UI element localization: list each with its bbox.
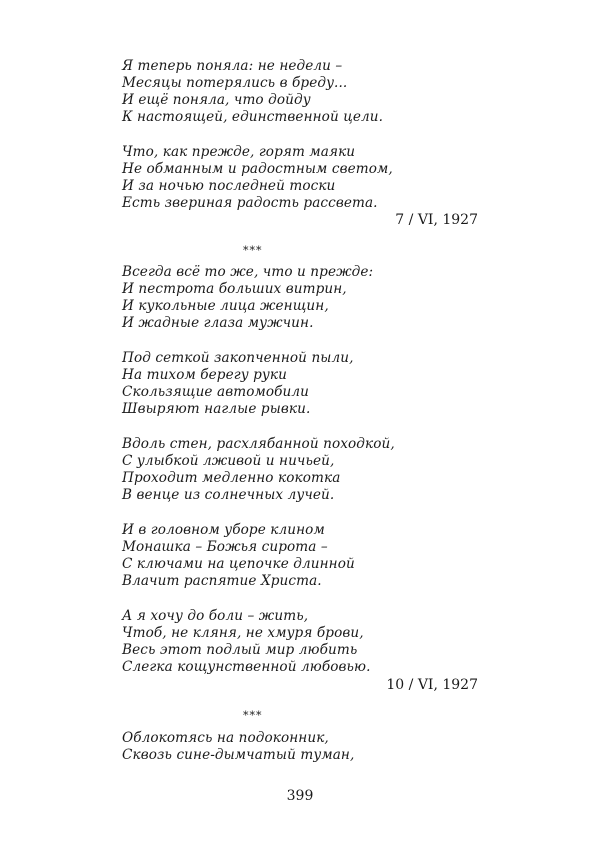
poem-line: Вдоль стен, расхлябанной походкой, (122, 436, 395, 452)
poem-line: С ключами на цепочке длинной (122, 556, 355, 572)
poem-line: Облокотясь на подоконник, (122, 730, 329, 746)
poem-line: Скользящие автомобили (122, 384, 310, 400)
poem-line: Весь этот подлый мир любить (122, 642, 358, 658)
poem-line: А я хочу до боли – жить, (122, 608, 309, 624)
poem-line: С улыбкой лживой и ничьей, (122, 453, 335, 469)
poem-date: 7 / VI, 1927 (395, 212, 478, 228)
poem-line: Швыряют наглые рывки. (122, 401, 311, 417)
poem-line: Влачит распятие Христа. (122, 573, 322, 589)
poem-line: И жадные глаза мужчин. (122, 315, 314, 331)
page-number: 399 (286, 788, 314, 804)
poem-line: И в головном уборе клином (122, 522, 325, 538)
poem-line: На тихом берегу руки (122, 367, 287, 383)
poem-line: Чтоб, не кляня, не хмуря брови, (122, 625, 364, 641)
section-separator: *** (243, 709, 263, 722)
poem-line: Месяцы потерялись в бреду... (122, 75, 348, 91)
poem-line: Всегда всё то же, что и прежде: (122, 264, 374, 280)
poem-line: Что, как прежде, горят маяки (122, 144, 356, 160)
poem-line: Слегка кощунственной любовью. (122, 659, 371, 675)
poem-line: Под сеткой закопченной пыли, (122, 350, 354, 366)
poem-line: И за ночью последней тоски (122, 178, 336, 194)
poem-line: В венце из солнечных лучей. (122, 487, 335, 503)
poem-line: К настоящей, единственной цели. (122, 109, 383, 125)
poem-line: Сквозь сине-дымчатый туман, (122, 747, 355, 763)
poem-date: 10 / VI, 1927 (386, 677, 478, 693)
poem-line: И кукольные лица женщин, (122, 298, 329, 314)
poem-line: Не обманным и радостным светом, (122, 161, 393, 177)
poem-line: И ещё поняла, что дойду (122, 92, 311, 108)
section-separator: *** (243, 244, 263, 257)
poem-line: Я теперь поняла: не недели – (122, 58, 343, 74)
poem-line: И пестрота больших витрин, (122, 281, 347, 297)
poem-line: Есть звериная радость рассвета. (122, 195, 378, 211)
poem-line: Проходит медленно кокотка (122, 470, 341, 486)
poem-line: Монашка – Божья сирота – (122, 539, 328, 555)
